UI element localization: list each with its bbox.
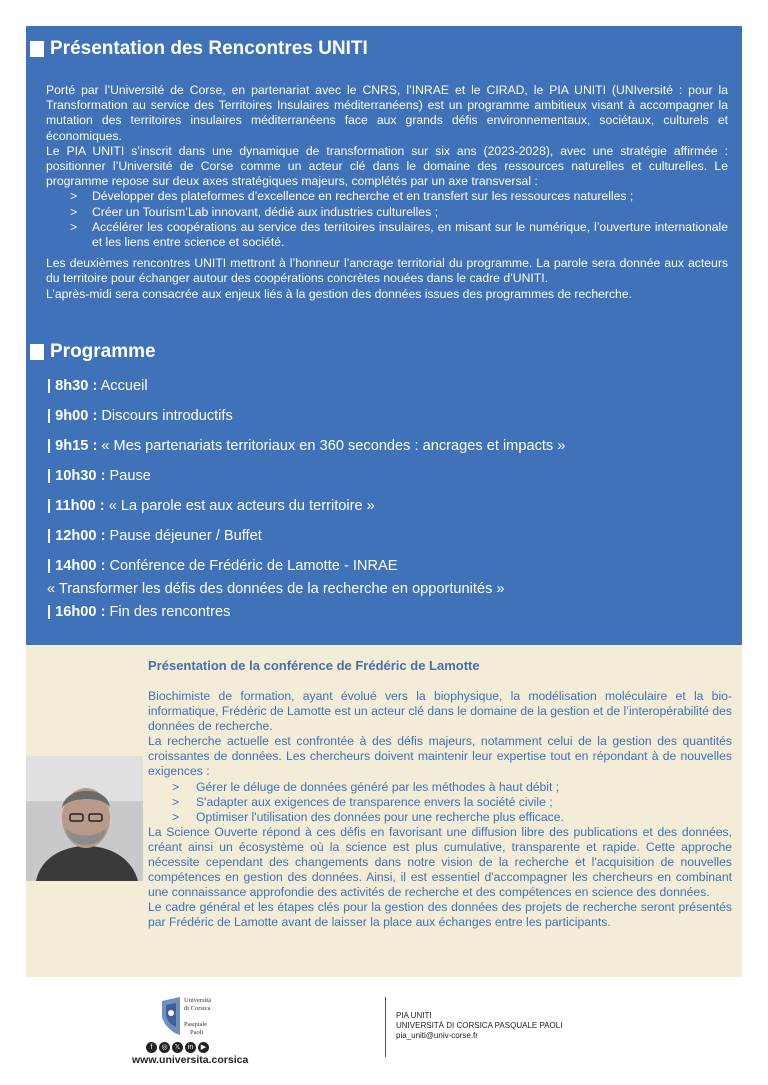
- axes-list: [46, 189, 728, 250]
- programme-item: [47, 468, 151, 484]
- conference-paragraph: La recherche actuelle est confrontée à des défis majeurs, notamment celui de la gestion des quantités croissantes de données. Les chercheurs doivent maintenir leur expertise tout en répondant à de nouvelles exigences :: [148, 734, 732, 779]
- x-icon[interactable]: 𝕏: [172, 1042, 183, 1053]
- youtube-icon[interactable]: ▶: [198, 1042, 209, 1053]
- intro-paragraph: L’après-midi sera consacrée aux enjeux liés à la gestion des données issues des programmes de recherche.: [46, 286, 632, 301]
- programme-label: Fin des rencontres: [109, 604, 231, 620]
- logo-text-paoli: Paoli: [190, 1029, 204, 1036]
- contact-program: PIA UNITI: [396, 1011, 432, 1020]
- conference-panel: [26, 645, 742, 977]
- university-logo: [160, 995, 240, 1040]
- programme-item: [47, 498, 375, 514]
- programme-time: | 10h30 :: [47, 468, 106, 484]
- programme-item: [47, 408, 233, 424]
- programme-item: [47, 438, 565, 454]
- conference-paragraph: La Science Ouverte répond à ces défis en favorisant une diffusion libre des publications et des données, créant ainsi un écosystème où la science est plus cumulative, transparente et rapide. Cette approche nécessite cependant des changements dans notre vision de la recherche et l'acquisition de nouvelles compétences en gestion des données. Ainsi, il est essentiel d'accompagner les chercheurs en combinant une connaissance approfondie des activités de recherche et des compétences en science des données.: [148, 824, 732, 900]
- programme-item: [47, 528, 262, 544]
- chevron-right-icon: >: [70, 219, 78, 234]
- list-item: [46, 205, 728, 220]
- conference-paragraph: Le cadre général et les étapes clés pour la gestion des données des projets de recherche seront présentés par Frédéric de Lamotte avant de laisser la place aux échanges entre les participants.: [148, 900, 732, 930]
- programme-time: | 8h30 :: [47, 378, 98, 394]
- footer-divider: [385, 997, 386, 1057]
- list-item: [148, 780, 732, 795]
- programme-time: | 11h00 :: [47, 498, 105, 514]
- programme-time: | 16h00 :: [47, 604, 106, 620]
- programme-label: Accueil: [100, 378, 148, 394]
- requirements-list: [148, 780, 732, 825]
- programme-label: Pause déjeuner / Buffet: [109, 528, 262, 544]
- speaker-photo: [26, 756, 143, 881]
- chevron-right-icon: >: [172, 809, 180, 824]
- linkedin-icon[interactable]: in: [185, 1042, 196, 1053]
- programme-label: « Mes partenariats territoriaux en 360 secondes : ancrages et impacts »: [101, 438, 566, 454]
- presentation-heading: [30, 38, 368, 60]
- square-bullet-icon: [30, 344, 44, 360]
- programme-label: Discours introductifs: [101, 408, 233, 424]
- presentation-body: [46, 83, 728, 302]
- conference-paragraph: Biochimiste de formation, ayant évolué vers la biophysique, la modélisation moléculaire et la bio-informatique, Frédéric de Lamotte est un acteur clé dans le domaine de la gestion et de l’interopérabilité des données de recherche.: [148, 689, 732, 734]
- facebook-icon[interactable]: f: [146, 1042, 157, 1053]
- list-item-text: Développer des plateformes d’excellence en recherche et en transfert sur les ressources naturelles ;: [92, 189, 634, 204]
- intro-paragraph: Porté par l’Université de Corse, en partenariat avec le CNRS, l’INRAE et le CIRAD, le PIA UNITI (UNIversité : pour la Transformation au service des Territoires Insulaires méditerranéens) est un programme ambitieux visant à accompagner la mutation des territoires insulaires méditerranéens face aux grands défis environnementaux, sociétaux, culturels et économiques.: [46, 83, 728, 143]
- programme-item: [47, 581, 505, 597]
- programme-item: [47, 604, 230, 620]
- conference-body: [148, 689, 732, 931]
- list-item: [46, 189, 728, 204]
- list-item-text: Accélérer les coopérations au service des territoires insulaires, en misant sur le numérique, l’ouverture internationale et les liens entre science et société.: [92, 219, 728, 250]
- list-item: [148, 795, 732, 810]
- programme-item: [47, 378, 148, 394]
- programme-label: Conférence de Frédéric de Lamotte - INRAE: [109, 558, 398, 574]
- programme-item: [47, 558, 397, 574]
- logo-text-corsica: di Corsica: [184, 1005, 211, 1012]
- square-bullet-icon: [30, 41, 44, 57]
- chevron-right-icon: >: [172, 794, 180, 809]
- programme-title: Programme: [50, 341, 156, 362]
- programme-heading: [30, 341, 156, 363]
- programme-label: Pause: [109, 468, 151, 484]
- list-item-text: S'adapter aux exigences de transparence envers la société civile ;: [196, 794, 553, 809]
- presentation-title: Présentation des Rencontres UNITI: [50, 38, 368, 59]
- list-item: [46, 220, 728, 250]
- speaker-portrait-icon: [26, 756, 143, 881]
- instagram-icon[interactable]: ◎: [159, 1042, 170, 1053]
- chevron-right-icon: >: [172, 779, 180, 794]
- programme-time: | 9h15 :: [47, 438, 98, 454]
- programme-label: « La parole est aux acteurs du territoire »: [108, 498, 375, 514]
- intro-paragraph: Les deuxièmes rencontres UNITI mettront à l’honneur l’ancrage territorial du programme. La parole sera donnée aux acteurs du territoire pour échanger autour des coopérations concrètes nouées dans le cadre d’UNITI.: [46, 256, 728, 286]
- list-item-text: Gérer le déluge de données généré par les méthodes à haut débit ;: [196, 779, 560, 794]
- programme-label: « Transformer les défis des données de la recherche en opportunités »: [47, 581, 505, 597]
- list-item-text: Optimiser l'utilisation des données pour une recherche plus efficace.: [196, 809, 564, 824]
- contact-university: UNIVERSITÀ DI CORSICA PASQUALE PAOLI: [396, 1021, 563, 1030]
- presentation-panel: [26, 26, 742, 645]
- contact-block: [396, 1011, 562, 1041]
- social-links: [146, 1042, 209, 1053]
- chevron-right-icon: >: [70, 204, 78, 219]
- programme-time: | 12h00 :: [47, 528, 106, 544]
- contact-email[interactable]: pia_uniti@univ-corse.fr: [396, 1031, 478, 1040]
- list-item: [148, 810, 732, 825]
- programme-time: | 9h00 :: [47, 408, 98, 424]
- list-item-text: Créer un Tourism’Lab innovant, dédié aux industries culturelles ;: [92, 204, 438, 219]
- chevron-right-icon: >: [70, 189, 78, 204]
- conference-title: Présentation de la conférence de Frédéric de Lamotte: [148, 658, 480, 673]
- programme-time: | 14h00 :: [47, 558, 106, 574]
- intro-paragraph: Le PIA UNITI s’inscrit dans une dynamique de transformation sur six ans (2023-2028), avec une stratégie affirmée : positionner l’Université de Corse comme un acteur clé dans le domaine des ressources naturelles et culturelles. Le programme repose sur deux axes stratégiques majeurs, complétés par un axe transversal :: [46, 143, 728, 189]
- logo-text-pasquale: Pasquale: [184, 1021, 208, 1028]
- logo-text-universita: Università: [184, 997, 212, 1004]
- website-link[interactable]: www.universita.corsica: [132, 1054, 249, 1066]
